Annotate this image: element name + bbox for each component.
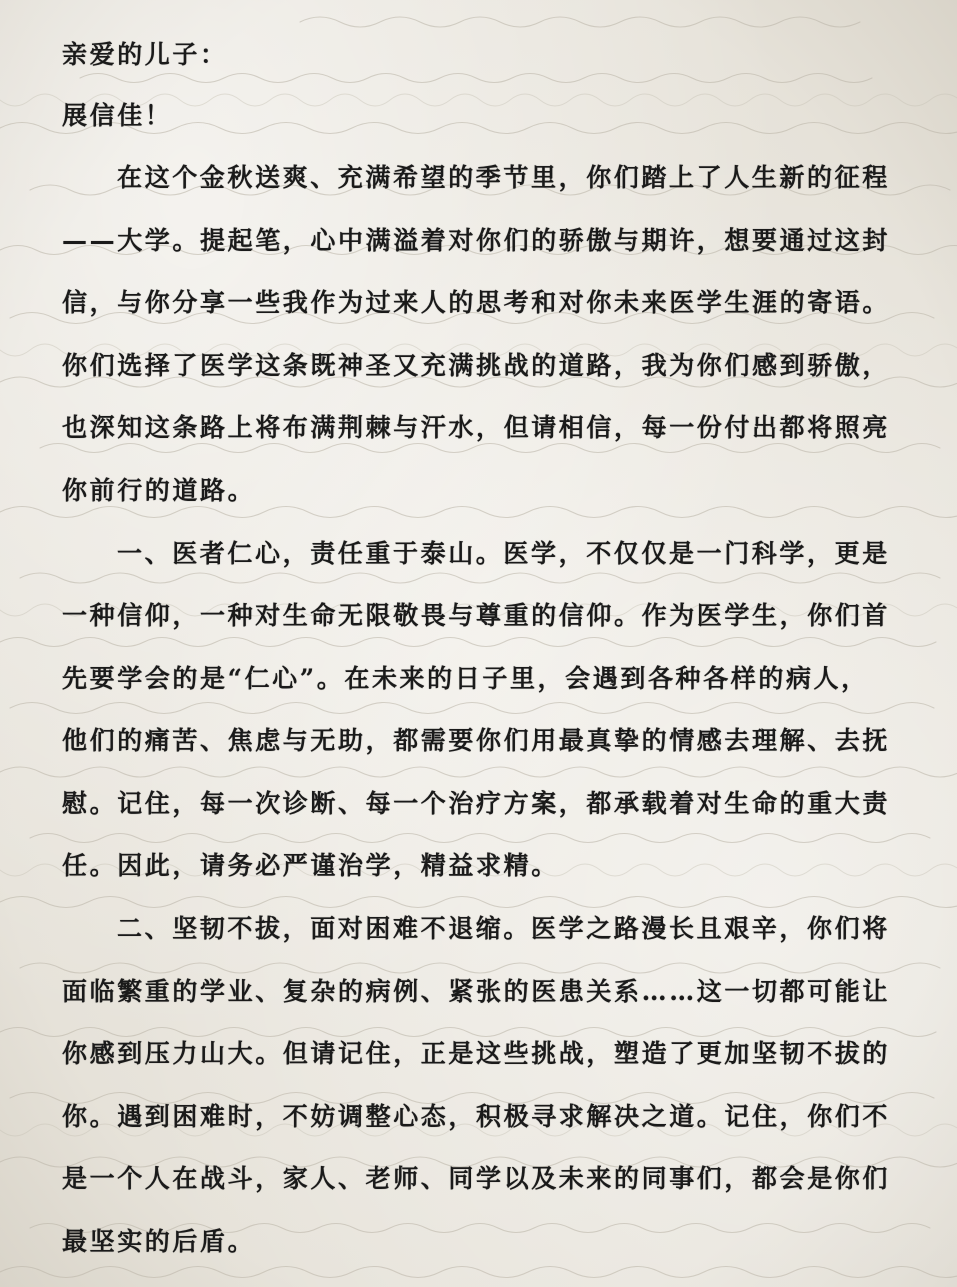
letter-line: 慰。记住，每一次诊断、每一个治疗方案，都承载着对生命的重大责 bbox=[62, 789, 891, 818]
letter-line: 你感到压力山大。但请记住，正是这些挑战，塑造了更加坚韧不拔的 bbox=[62, 1039, 891, 1068]
letter-line: 一、医者仁心，责任重于泰山。医学，不仅仅是一门科学，更是 bbox=[117, 539, 890, 568]
letter-line: 你们选择了医学这条既神圣又充满挑战的道路，我为你们感到骄傲， bbox=[62, 351, 891, 380]
letter-line: 最坚实的后盾。 bbox=[62, 1227, 256, 1256]
letter-line: 是一个人在战斗，家人、老师、同学以及未来的同事们，都会是你们 bbox=[62, 1164, 891, 1193]
letter-line: 信，与你分享一些我作为过来人的思考和对你未来医学生涯的寄语。 bbox=[62, 288, 891, 317]
letter-line: ——大学。提起笔，心中满溢着对你们的骄傲与期许，想要通过这封 bbox=[62, 226, 891, 255]
letter-line: 任。因此，请务必严谨治学，精益求精。 bbox=[62, 851, 559, 880]
letter-line: 你前行的道路。 bbox=[62, 476, 256, 505]
letter-salutation: 亲爱的儿子： bbox=[62, 40, 228, 69]
letter-line: 先要学会的是“仁心”。在未来的日子里，会遇到各种各样的病人， bbox=[62, 664, 869, 693]
letter-greeting: 展信佳！ bbox=[62, 101, 173, 130]
letter-line: 面临繁重的学业、复杂的病例、紧张的医患关系……这一切都可能让 bbox=[62, 977, 891, 1006]
letter-line: 也深知这条路上将布满荆棘与汗水，但请相信，每一份付出都将照亮 bbox=[62, 413, 891, 442]
letter-line: 在这个金秋送爽、充满希望的季节里，你们踏上了人生新的征程 bbox=[117, 163, 890, 192]
letter-line: 一种信仰，一种对生命无限敬畏与尊重的信仰。作为医学生，你们首 bbox=[62, 601, 891, 630]
letter-line: 二、坚韧不拔，面对困难不退缩。医学之路漫长且艰辛，你们将 bbox=[117, 914, 890, 943]
letter-line: 他们的痛苦、焦虑与无助，都需要你们用最真挚的情感去理解、去抚 bbox=[62, 726, 891, 755]
letter-line: 你。遇到困难时，不妨调整心态，积极寻求解决之道。记住，你们不 bbox=[62, 1102, 891, 1131]
